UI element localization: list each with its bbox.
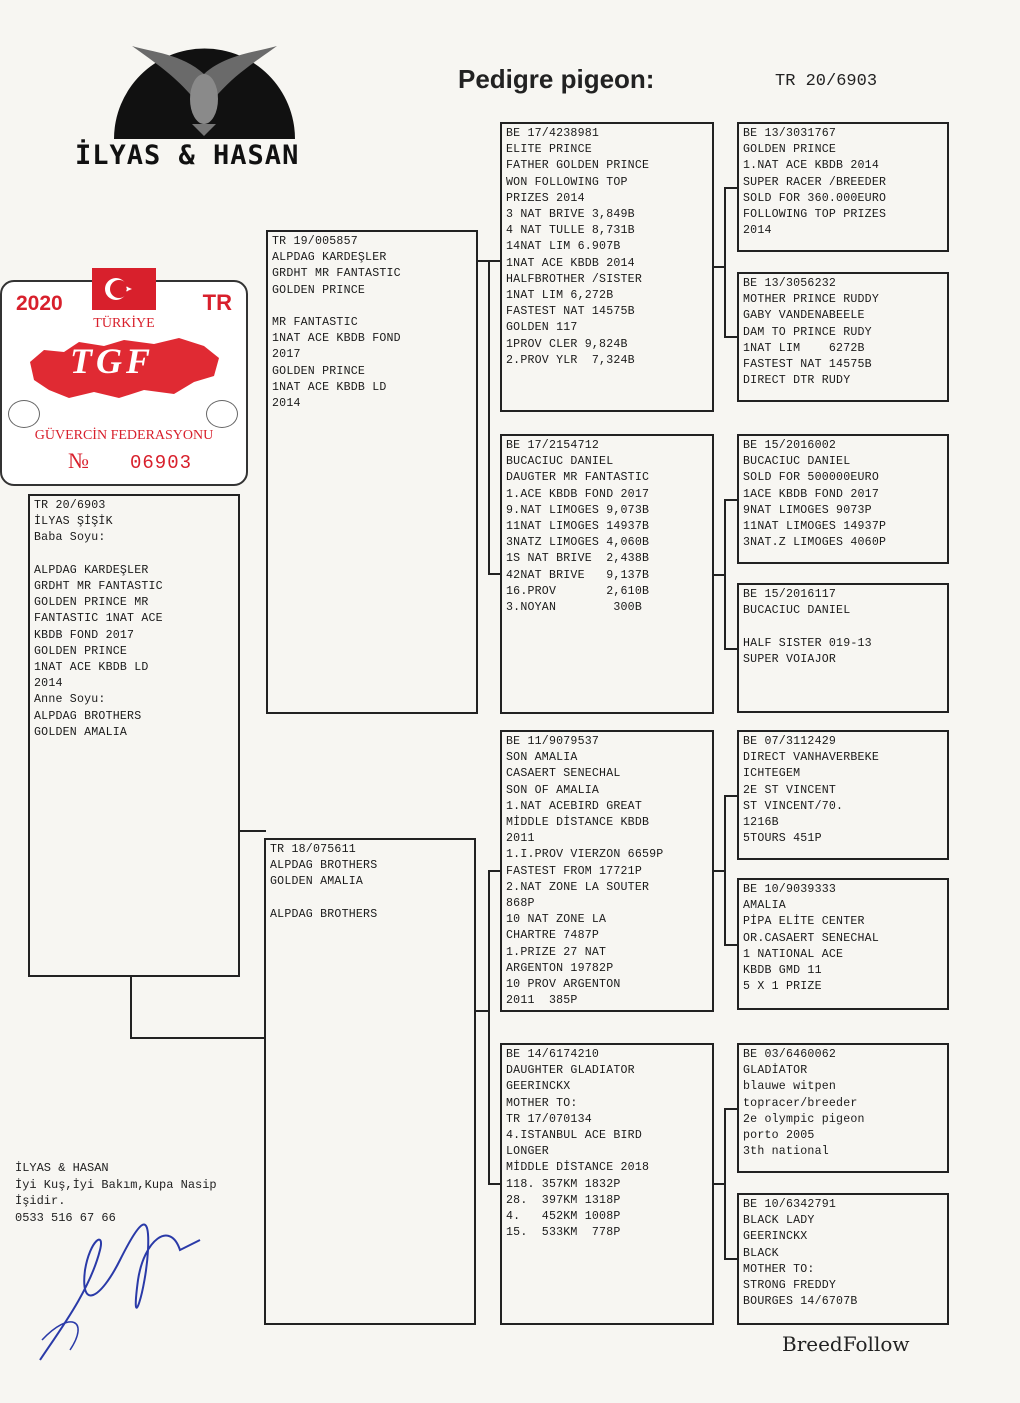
pigeon-box — [28, 494, 240, 977]
great-grandparent-text: BE 07/3112429 DIRECT VANHAVERBEKE ICHTEGEM 2E ST VINCENT ST VINCENT/70. 1216B 5TOURS 451P — [743, 735, 879, 846]
great-grandparent-text: BE 10/6342791 BLACK LADY GEERINCKX BLACK MOTHER TO: STRONG FREDDY BOURGES 14/6707B — [743, 1198, 858, 1309]
card-federation: GÜVERCİN FEDERASYONU — [34, 428, 214, 443]
great-grandparent-text: BE 03/6460062 GLADİATOR blauwe witpen topracer/breeder 2e olympic pigeon porto 2005 3th national — [743, 1048, 865, 1159]
card-year: 2020 — [16, 292, 63, 315]
great-grandparent-box — [737, 730, 949, 860]
grandparent-box — [500, 730, 714, 1012]
card-country-code: TR — [202, 290, 232, 315]
grandparent-text: BE 17/2154712 BUCACIUC DANIEL DAUGTER MR FANTASTIC 1.ACE KBDB FOND 2017 9.NAT LIMOGES 9,073B 11NAT LIMOGES 14937B 3NATZ LIMOGES 4,060B 1S NAT BRIVE 2,438B 42NAT BRIVE 9,137B 16.PROV 2,610B 3.NOYAN 300B — [506, 439, 650, 615]
connector-line — [724, 944, 737, 946]
pigeon-emblem-icon — [8, 400, 40, 428]
sire-box — [266, 230, 478, 714]
connector-line — [240, 830, 266, 832]
great-grandparent-text: BE 15/2016002 BUCACIUC DANIEL SOLD FOR 500000EURO 1ACE KBDB FOND 2017 9NAT LIMOGES 9073P 11NAT LIMOGES 14937P 3NAT.Z LIMOGES 4060P — [743, 439, 887, 550]
grandparent-text: BE 14/6174210 DAUGHTER GLADIATOR GEERINCKX MOTHER TO: TR 17/070134 4.ISTANBUL ACE BIRD LONGER MİDDLE DİSTANCE 2018 118. 357KM 1832P 28. 397KM 1318P 4. 452KM 1008P 15. 533KM 778P — [506, 1048, 650, 1240]
grandparent-box — [500, 434, 714, 714]
connector-line — [488, 260, 490, 574]
sire-text: TR 19/005857 ALPDAG KARDEŞLER GRDHT MR FANTASTIC GOLDEN PRINCE MR FANTASTIC 1NAT ACE KBDB FOND 2017 GOLDEN PRINCE 1NAT ACE KBDB LD 2014 — [272, 235, 401, 411]
great-grandparent-text: BE 10/9039333 AMALIA PİPA ELİTE CENTER OR.CASAERT SENECHAL 1 NATIONAL ACE KBDB GMD 11 5 X 1 PRIZE — [743, 883, 879, 994]
connector-line — [476, 1010, 488, 1012]
ring-number: TR 20/6903 — [775, 72, 878, 91]
card-no-symbol: № — [68, 448, 91, 473]
connector-line — [714, 266, 724, 268]
connector-line — [488, 870, 500, 872]
great-grandparent-text: BE 15/2016117 BUCACIUC DANIEL HALF SISTER 019-13 SUPER VOIAJOR — [743, 588, 872, 666]
great-grandparent-text: BE 13/3056232 MOTHER PRINCE RUDDY GABY VANDENABEELE DAM TO PRINCE RUDY 1NAT LIM 6272B FASTEST NAT 14575B DIRECT DTR RUDY — [743, 277, 879, 388]
great-grandparent-box — [737, 272, 949, 402]
signature-icon — [30, 1190, 210, 1370]
connector-line — [488, 573, 500, 575]
great-grandparent-box — [737, 434, 949, 564]
connector-line — [724, 1258, 737, 1260]
connector-line — [724, 1108, 737, 1110]
grandparent-text: BE 11/9079537 SON AMALIA CASAERT SENECHAL SON OF AMALIA 1.NAT ACEBIRD GREAT MİDDLE DİSTANCE KBDB 2011 1.I.PROV VIERZON 6659P FASTEST FROM 17721P 2.NAT ZONE LA SOUTER 868P 10 NAT ZONE LA CHARTRE 7487P 1.PRIZE 27 NAT ARGENTON 19782P 10 PROV ARGENTON 2011 385P — [506, 735, 664, 1008]
brand-name: İLYAS & HASAN — [75, 140, 300, 171]
connector-line — [130, 1037, 266, 1039]
card-country: TÜRKİYE — [93, 316, 155, 331]
connector-line — [724, 336, 737, 338]
connector-line — [714, 574, 724, 576]
connector-line — [714, 870, 724, 872]
dam-text: TR 18/075611 ALPDAG BROTHERS GOLDEN AMALIA ALPDAG BROTHERS — [270, 843, 378, 921]
connector-line — [724, 187, 737, 189]
contact-footer: İLYAS & HASAN İyi Kuş,İyi Bakım,Kupa Nasip İşidir. 0533 516 67 66 — [15, 1161, 217, 1225]
breedfollow-brand: BreedFollow — [782, 1332, 910, 1356]
grandparent-box — [500, 1043, 714, 1325]
great-grandparent-box — [737, 583, 949, 713]
pigeon-text: TR 20/6903 İLYAS ŞİŞİK Baba Soyu: ALPDAG KARDEŞLER GRDHT MR FANTASTIC GOLDEN PRINCE MR FANTASTIC 1NAT ACE KBDB FOND 2017 GOLDEN PRINCE 1NAT ACE KBDB LD 2014 Anne Soyu: ALPDAG BROTHERS GOLDEN AMALIA — [34, 499, 163, 739]
great-grandparent-box — [737, 1193, 949, 1325]
connector-line — [130, 977, 132, 1039]
great-grandparent-box — [737, 878, 949, 1010]
connector-line — [714, 1183, 724, 1185]
great-grandparent-text: BE 13/3031767 GOLDEN PRINCE 1.NAT ACE KBDB 2014 SUPER RACER /BREEDER SOLD FOR 360.000EURO FOLLOWING TOP PRIZES 2014 — [743, 127, 887, 238]
connector-line — [724, 499, 726, 649]
connector-line — [724, 795, 726, 945]
grandparent-text: BE 17/4238981 ELITE PRINCE FATHER GOLDEN PRINCE WON FOLLOWING TOP PRIZES 2014 3 NAT BRIVE 3,849B 4 NAT TULLE 8,731B 14NAT LIM 6.907B 1NAT ACE KBDB 2014 HALFBROTHER /SISTER 1NAT LIM 6,272B FASTEST NAT 14575B GOLDEN 117 1PROV CLER 9,824B 2.PROV YLR 7,324B — [506, 127, 650, 367]
connector-line — [478, 260, 488, 262]
grandparent-box — [500, 122, 714, 412]
connector-line — [724, 499, 737, 501]
connector-line — [724, 648, 737, 650]
card-number: 06903 — [130, 452, 193, 474]
pigeon-emblem-icon — [206, 400, 238, 428]
connector-line — [724, 1108, 726, 1259]
connector-line — [724, 187, 726, 337]
connector-line — [488, 1183, 500, 1185]
dam-box — [264, 838, 476, 1325]
eagle-logo-icon — [112, 44, 297, 139]
connector-line — [724, 795, 737, 797]
page-title: Pedigre pigeon: — [458, 64, 655, 94]
great-grandparent-box — [737, 1043, 949, 1173]
great-grandparent-box — [737, 122, 949, 252]
connector-line — [488, 260, 500, 262]
card-logo: TGF — [70, 341, 154, 381]
tgf-ring-card — [0, 280, 248, 486]
turkish-flag-icon — [92, 268, 156, 310]
connector-line — [488, 870, 490, 1184]
